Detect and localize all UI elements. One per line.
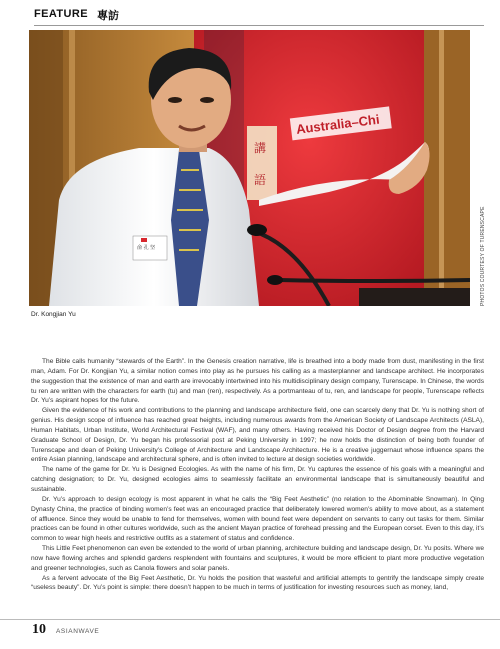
article-paragraph: This Little Feet phenomenon can even be extended to the world of urban planning, architecture building and landscape design, Dr. Yu posits. Where we now have flowing arches and splendid gardens resplendent with fountains and sculptures, it would be more efficient to plant more productive vegetation and greener technologies, such as Canola flowers and solar panels.	[31, 545, 484, 572]
article-paragraph: As a fervent advocate of the Big Feet Aesthetic, Dr. Yu holds the position that wasteful and artificial attempts to gentrify the landscape simply create “useless beauty”. Dr. Yu’s point is simple: there doesn’t happen to be much in terms of justification for investing resources such as money, land,	[31, 574, 484, 592]
banner-text: Australia–Chi	[295, 111, 381, 137]
photo-credit-text: PHOTOS COURTESY OF TURENSCAPE	[480, 206, 486, 306]
header-divider	[34, 25, 484, 26]
article-paragraph: The name of the game for Dr. Yu is Designed Ecologies. As with the name of his firm, Dr. Yu captures the essence of his goals with a meaningful and catching designation; to Dr. Yu, designed ecologies aims to seamlessly facilitate an environmental landscape that is simultaneously beautiful and sustainable.	[31, 466, 484, 493]
article-paragraph: Dr. Yu’s approach to design ecology is most apparent in what he calls the “Big Feet Aesthetic” (no relation to the Abominable Snowman). In Qing Dynasty China, the practice of binding women’s feet was an encouraged practice that deliberately lowered women’s ability to move about, as a statement of affluence. Since they would be unable to fend for themselves, women with bound feet were dependent on servants to carry out tasks for them. Similar practices can be found in other cultures worldwide, such as the ancient Mayan practice of forehead pressing and the European corset. Even to this day, it’s common to wear high heels and restrictive outfits as a statement of status and confidence.	[31, 495, 484, 543]
page-number: 10	[32, 622, 46, 637]
svg-text:語: 語	[254, 173, 267, 187]
article-paragraph: The Bible calls humanity “stewards of the Earth”. In the Genesis creation narrative, life is breathed into a body made from dust, manifesting in the first man, Adam. For Dr. Kongjian Yu, a similar notion comes into play as he pursues his calling as a masterplanner and landscape architect. He incorporates the suggestion that the existence of man and earth are irrevocably intertwined into his multidisciplinary design company, Turenscape. In Chinese, the words tu ren are written with the characters for earth (tu) and man (ren), respectively. As a portmanteau of tu, ren, and landscape for people, Turenscape reflects Dr. Yu’s aspirant hopes for the future.	[31, 358, 484, 405]
section-label: FEATURE	[34, 8, 88, 20]
speaker-photo-illustration	[29, 30, 470, 306]
footer-divider	[0, 619, 500, 620]
speaker-photo	[29, 30, 470, 306]
photo-caption: Dr. Kongjian Yu	[31, 311, 76, 318]
magazine-name: ASIANWAVE	[56, 628, 100, 635]
article-body	[31, 357, 484, 593]
name-badge: 俞 孔 坚	[137, 245, 156, 251]
svg-text:講: 講	[254, 141, 267, 155]
section-label-chinese: 專訪	[97, 9, 119, 22]
photo-credit	[472, 30, 484, 306]
page-header	[34, 6, 474, 24]
article-paragraph: Given the evidence of his work and contributions to the planning and landscape architecture field, one can scarcely deny that Dr. Yu is nothing short of genius. His design scope of influence has reached great heights, including numerous awards from the American Society of Landscape Architects (ASLA), Human Habitats, Urban Institute, World Architectural Festival (WAF), and many others. Having received his Doctor of Design degree from the Harvard Graduate School of Design, Dr. Yu began his professorial post at Peking University in 1997; he now holds the distinction of being both founder of Turenscape and dean of Peking University’s College of Architecture and Landscape Architecture. He is a creative juggernaut whose influence spans the entire Asian planning, landscape and architectural sphere, and is often invited to lecture at design societies worldwide.	[31, 407, 484, 464]
